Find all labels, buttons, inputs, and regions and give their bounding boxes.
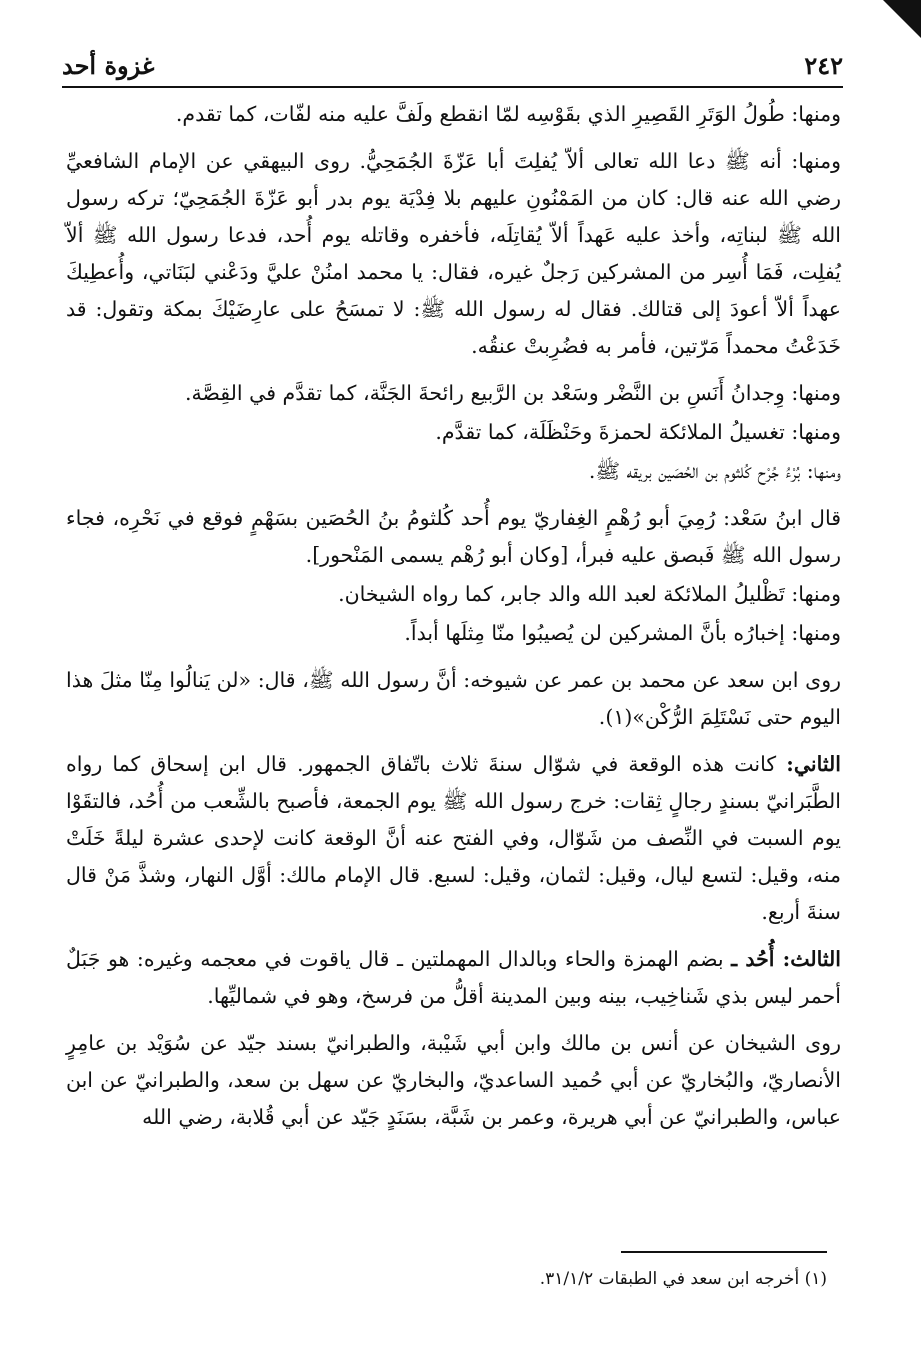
page-corner-mark (883, 0, 921, 38)
paragraph-third (66, 941, 841, 1015)
paragraph: قال ابنُ سَعْد: رُمِيَ أبو رُهْمٍ الغِفاريّ يوم أُحد كُلثومُ بنُ الحُصَين بسَهْمٍ فوقع في نَحْرِه، فجاء رسول الله ﷺ فَبصق عليه فبرأ، [وكان أبو رُهْم يسمى المَنْحور]. (66, 506, 841, 567)
running-title: غزوة أحد (62, 51, 155, 80)
paragraph: روى ابن سعد عن محمد بن عمر عن شيوخه: أنَّ رسول الله ﷺ، قال: «لن يَنالُوا مِنّا مثلَ هذا اليوم حتى نَسْتَلِمَ الرُّكْن»(١). (66, 668, 841, 729)
paragraph: ومنها: بُرْءُ جُرْح كُلثوم بن الحُصَين بريقه ﷺ. (588, 459, 841, 483)
section-lead-second: الثاني: (786, 752, 841, 776)
paragraph-text: كانت هذه الوقعة في شوّال سنةَ ثلاث باتّفاق الجمهور. قال ابن إسحاق كما رواه الطَّبَرانيّ بسندٍ رجالٍ ثِقات: خرج رسول الله ﷺ يوم الجمعة، فأصبح بالشِّعب من أُحُد، فالتقَوْا يوم السبت في النِّصف من شَوّال، وفي الفتح عنه أنَّ الوقعة كانت لإحدى عشرة ليلةً خَلَتْ منه، وقيل: لتسع ليال، وقيل: لثمان، وقيل: لسبع. قال الإمام مالك: أوَّل النهار، وشذَّ مَنْ قال سنةَ أربع. (66, 752, 841, 924)
paragraph: ومنها: تغسيلُ الملائكة لحمزةَ وحَنْظَلَة، كما تقدَّم. (435, 420, 841, 444)
paragraph-second (66, 746, 841, 931)
paragraph: ومنها: طُولُ الوَتَرِ القَصِيرِ الذي بقَوْسِه لمّا انقطع ولَفَّ عليه منه لفّات، كما تقدم. (175, 102, 841, 126)
paragraph: روى الشيخان عن أنس بن مالك وابن أبي شَيْبة، والطبرانيّ بسند جيّد عن سُوَيْد بن عامِرٍ الأنصاريّ، والبُخاريّ عن أبي حُميد الساعديّ، والبخاريّ عن سهل بن سعد، والطبرانيّ عن ابن عباس، والطبرانيّ عن أبي هريرة، وعمر بن شَبَّة، بسَنَدٍ جَيّد عن أبي قُلابة، رضي الله (66, 1031, 841, 1129)
section-lead-third: الثالث: أُحُد ـ (731, 947, 841, 971)
page-body (66, 96, 841, 1146)
paragraph: ومنها: إخبارُه بأنَّ المشركين لن يُصيبُوا منّا مِثلَها أبداً. (404, 621, 841, 645)
page-header (62, 40, 843, 80)
header-rule (62, 86, 843, 88)
paragraph: ومنها: وِجدانُ أَنَسِ بن النَّضْر وسَعْد بن الرَّبيع رائحةَ الجَنَّة، كما تقدَّم في القِصَّة. (185, 381, 841, 405)
page-number: ٢٤٢ (804, 51, 843, 80)
footnote-rule (621, 1251, 827, 1253)
paragraph: ومنها: أنه ﷺ دعا الله تعالى ألاّ يُفلِتَ أبا عَزّةَ الجُمَحِيُّ. روى البيهقي عن الإمام الشافعيِّ رضي الله عنه قال: كان من المَمْنُونِ عليهم بلا فِدْيَة يوم بدر أبو عَزّةَ الجُمَحِيّ؛ تركه رسول الله ﷺ لبناتِه، وأخذ عليه عَهداً ألاّ يُقاتِلَه، فأخفره وقاتله يوم أُحد، فدعا رسول الله ﷺ ألاّ يُفلِت، فَمَا أُسِر من المشركين رَجلٌ غيره، فقال: يا محمد امنُنْ عليَّ ودَعْني لبَنَاتي، وأُعطِيكَ عهداً ألاّ أعودَ إلى قتالك. فقال له رسول الله ﷺ: لا تمسَحُ على عارِضَيْكَ بمكة وتقول: قد خَدَعْتُ محمداً مَرّتين، فأمر به فضُرِبتْ عنقُه. (66, 149, 841, 358)
footnote: (١) أخرجه ابن سعد في الطبقات ٣١/١/٢. (539, 1269, 827, 1289)
paragraph: ومنها: تَظْليلُ الملائكة لعبد الله والد جابر، كما رواه الشيخان. (338, 582, 841, 606)
paragraph-text: بضم الهمزة والحاء وبالدال المهملتين ـ قال ياقوت في معجمه وغيره: هو جَبَلٌ أحمر ليس بذي شَناخِيب، بينه وبين المدينة أقلُّ من فرسخ، وهو في شماليِّها. (66, 947, 841, 1008)
